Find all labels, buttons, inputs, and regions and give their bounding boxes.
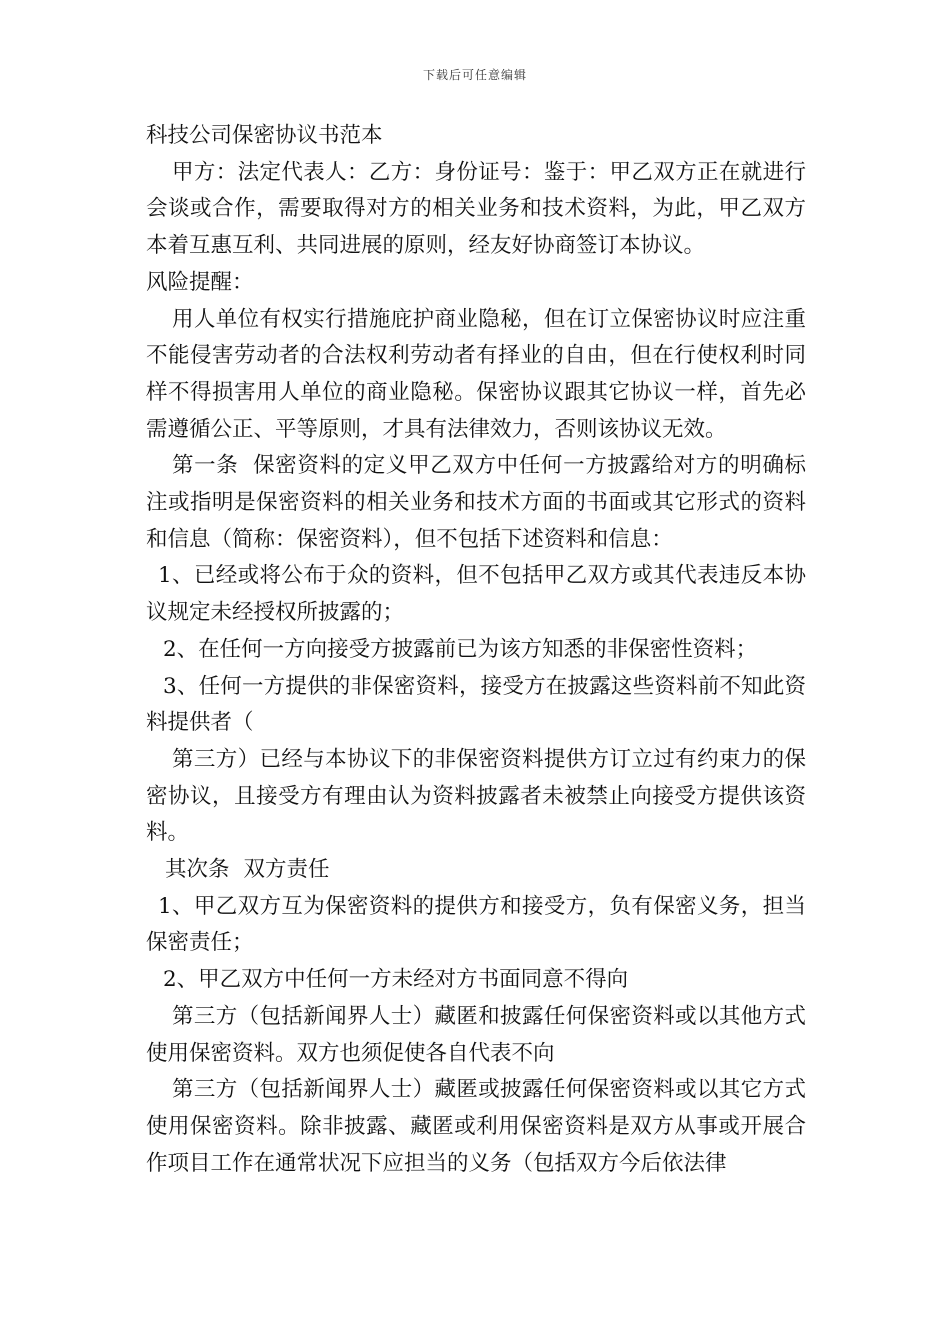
article-2-label: 其次条: [165, 857, 230, 883]
document-body: [146, 118, 806, 1182]
article-1-text: 保密资料的定义甲乙双方中任何一方披露给对方的明确标注或指明是保密资料的相关业务和技术方面的书面或其它形式的资料和信息（简称：保密资料），但不包括下述资料和信息：: [146, 453, 806, 552]
paragraph-article-2: [146, 852, 806, 889]
paragraph-third-party-1: 第三方）已经与本协议下的非保密资料提供方订立过有约束力的保密协议，且接受方有理由认为资料披露者未被禁止向接受方提供该资料。: [146, 746, 806, 846]
paragraph-duty-1: 1、甲乙双方互为保密资料的提供方和接受方，负有保密义务，担当保密责任；: [146, 893, 806, 956]
paragraph-third-party-2: 第三方（包括新闻界人士）藏匿和披露任何保密资料或以其他方式使用保密资料。双方也须促使各自代表不向: [146, 1003, 806, 1066]
document-title: 科技公司保密协议书范本: [146, 123, 383, 148]
header-note: 下载后可任意编辑: [422, 68, 527, 82]
paragraph-item-3: 3、任何一方提供的非保密资料，接受方在披露这些资料前不知此资料提供者（: [146, 673, 806, 736]
paragraph-item-1: 1、已经或将公布于众的资料，但不包括甲乙双方或其代表违反本协议规定未经授权所披露的；: [146, 563, 806, 626]
paragraph-third-party-3: 第三方（包括新闻界人士）藏匿或披露任何保密资料或以其它方式使用保密资料。除非披露、藏匿或利用保密资料是双方从事或开展合作项目工作在通常状况下应担当的义务（包括双方今后依法律: [146, 1077, 806, 1176]
article-2-text: 双方责任: [243, 857, 330, 883]
paragraph-risk-heading: 风险提醒：: [146, 269, 254, 295]
paragraph-risk-text: 用人单位有权实行措施庇护商业隐秘，但在订立保密协议时应注重不能侵害劳动者的合法权利劳动者有择业的自由，但在行使权利时同样不得损害用人单位的商业隐秘。保密协议跟其它协议一样，首先必需遵循公正、平等原则，才具有法律效力，否则该协议无效。: [146, 306, 806, 442]
paragraph-item-2: 2、在任何一方向接受方披露前已为该方知悉的非保密性资料；: [163, 636, 758, 662]
paragraph-article-1: [146, 448, 806, 558]
article-1-label: 第一条: [172, 453, 239, 479]
paragraph-preamble: 甲方：法定代表人：乙方：身份证号：鉴于：甲乙双方正在就进行会谈或合作，需要取得对方的相关业务和技术资料，为此，甲乙双方本着互惠互利、共同进展的原则，经友好协商签订本协议。: [146, 159, 806, 259]
paragraph-duty-2: 2、甲乙双方中任何一方未经对方书面同意不得向: [163, 967, 629, 993]
